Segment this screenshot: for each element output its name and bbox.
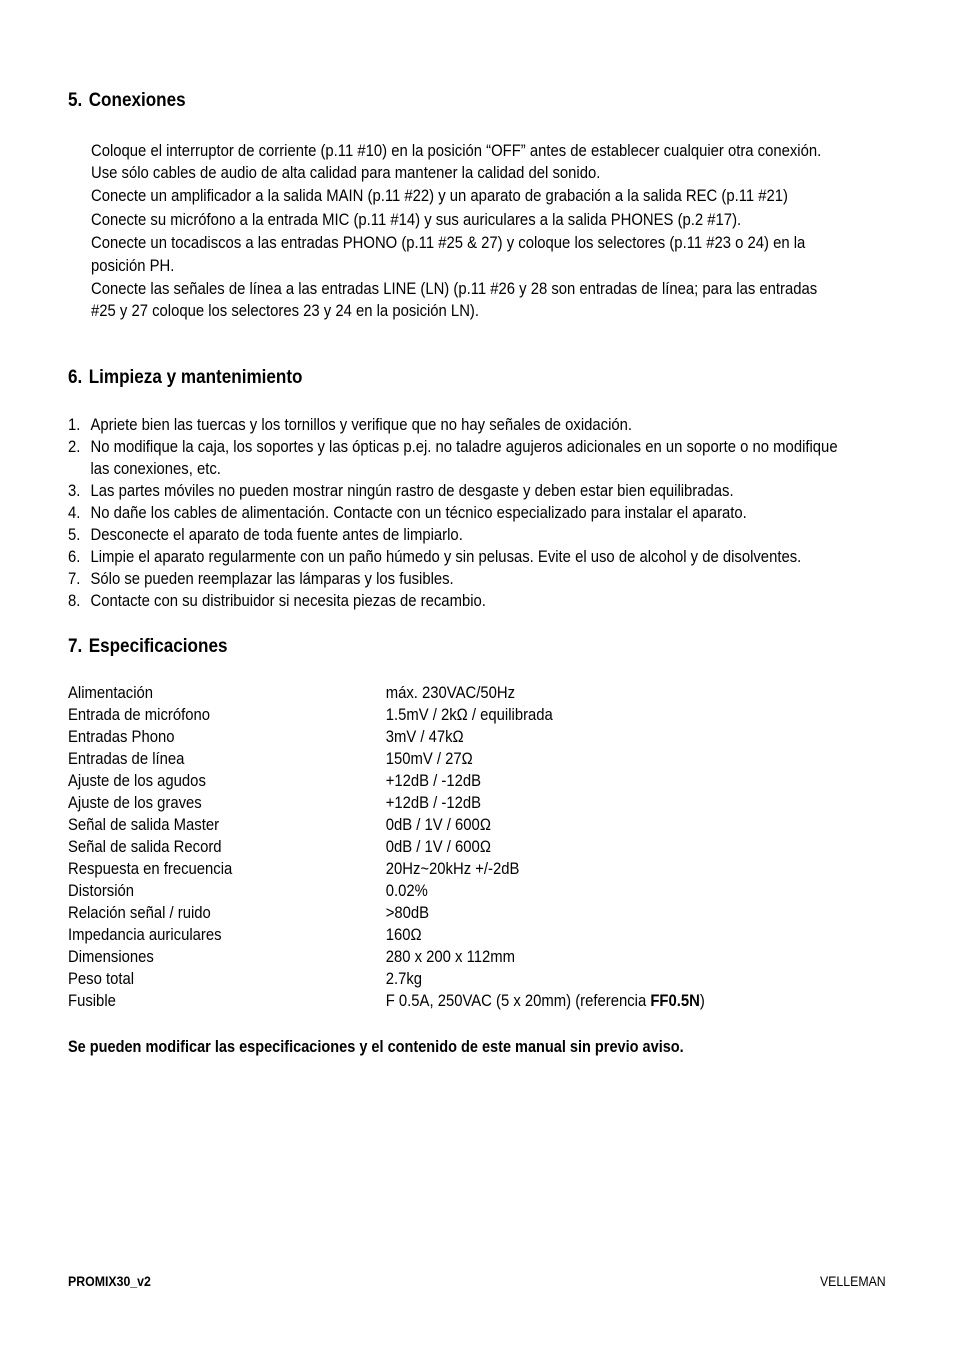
specifications-table xyxy=(68,682,776,1012)
spec-value: 3mV / 47kΩ xyxy=(385,728,464,746)
list-number: 8. xyxy=(68,592,81,610)
spec-label: Distorsión xyxy=(68,882,135,900)
fuse-value-prefix: F 0.5A, 250VAC (5 x 20mm) (referencia xyxy=(385,992,651,1010)
spec-label: Señal de salida Record xyxy=(68,838,222,856)
section-6-heading xyxy=(68,367,302,389)
spec-value: 0.02% xyxy=(385,882,428,900)
list-text: No dañe los cables de alimentación. Contacte con un técnico especializado para instalar el aparato. xyxy=(90,504,747,522)
section-7-heading xyxy=(68,636,227,658)
list-number: 6. xyxy=(68,548,81,566)
spec-label: Respuesta en frecuencia xyxy=(68,860,233,878)
spec-label: Alimentación xyxy=(68,684,154,702)
list-item xyxy=(68,436,838,480)
spec-label: Dimensiones xyxy=(68,948,154,966)
spec-row xyxy=(68,814,705,836)
list-item xyxy=(68,568,838,590)
list-number: 5. xyxy=(68,526,81,544)
section-number: 6. xyxy=(68,367,83,388)
paragraph-line: posición PH. xyxy=(91,257,175,275)
list-text: Las partes móviles no pueden mostrar ningún rastro de desgaste y deben estar bien equilibradas. xyxy=(90,482,734,500)
list-text: No modifique la caja, los soportes y las ópticas p.ej. no taladre agujeros adicionales en un soporte o no modifique xyxy=(90,438,838,456)
fuse-value-suffix: ) xyxy=(699,992,705,1010)
spec-value: 160Ω xyxy=(385,926,422,944)
list-text: Limpie el aparato regularmente con un paño húmedo y sin pelusas. Evite el uso de alcohol y de disolventes. xyxy=(90,548,802,566)
section-5-heading xyxy=(68,90,186,112)
spec-label: Señal de salida Master xyxy=(68,816,220,834)
spec-value: 2.7kg xyxy=(385,970,423,988)
spec-row xyxy=(68,924,705,946)
list-item xyxy=(68,480,838,502)
spec-row xyxy=(68,880,705,902)
list-number: 7. xyxy=(68,570,81,588)
list-item xyxy=(68,502,838,524)
spec-row xyxy=(68,836,705,858)
list-text: Desconecte el aparato de toda fuente antes de limpiarlo. xyxy=(90,526,463,544)
spec-value: 20Hz~20kHz +/-2dB xyxy=(385,860,520,878)
spec-row xyxy=(68,704,705,726)
list-number: 3. xyxy=(68,482,81,500)
footer-model: PROMIX30_v2 xyxy=(68,1273,151,1289)
spec-label: Relación señal / ruido xyxy=(68,904,211,922)
list-text: las conexiones, etc. xyxy=(90,460,221,478)
spec-value: máx. 230VAC/50Hz xyxy=(385,684,516,702)
spec-value xyxy=(386,990,705,1012)
spec-value: +12dB / -12dB xyxy=(385,772,482,790)
list-item xyxy=(68,590,838,612)
spec-label: Entradas Phono xyxy=(68,728,175,746)
list-item xyxy=(68,414,838,436)
section-number: 5. xyxy=(68,90,83,111)
spec-row xyxy=(68,770,705,792)
spec-label: Peso total xyxy=(68,970,135,988)
spec-row xyxy=(68,726,705,748)
paragraph-line: Conecte un amplificador a la salida MAIN (p.11 #22) y un aparato de grabación a la salida REC (p.11 #21) xyxy=(91,187,788,205)
footer-brand: VELLEMAN xyxy=(820,1273,886,1289)
spec-value: +12dB / -12dB xyxy=(385,794,482,812)
spec-row xyxy=(68,946,705,968)
spec-row xyxy=(68,990,705,1012)
section-title: Limpieza y mantenimiento xyxy=(88,367,303,388)
section-title: Conexiones xyxy=(88,90,186,111)
spec-row xyxy=(68,858,705,880)
list-text: Apriete bien las tuercas y los tornillos y verifique que no hay señales de oxidación. xyxy=(90,416,633,434)
spec-label: Entradas de línea xyxy=(68,750,185,768)
spec-label: Impedancia auriculares xyxy=(68,926,222,944)
paragraph-line: Coloque el interruptor de corriente (p.11 #10) en la posición “OFF” antes de establecer cualquier otra conexión. xyxy=(91,142,822,160)
fuse-reference: FF0.5N xyxy=(650,992,700,1010)
paragraph-line: Use sólo cables de audio de alta calidad para mantener la calidad del sonido. xyxy=(91,164,601,182)
spec-row xyxy=(68,748,705,770)
paragraph-line: Conecte su micrófono a la entrada MIC (p.11 #14) y sus auriculares a la salida PHONES (p.2 #17). xyxy=(91,211,742,229)
list-item xyxy=(68,524,838,546)
disclaimer-notice: Se pueden modificar las especificaciones y el contenido de este manual sin previo aviso. xyxy=(68,1038,684,1056)
spec-label: Ajuste de los graves xyxy=(68,794,202,812)
maintenance-list xyxy=(68,414,923,612)
spec-value: 0dB / 1V / 600Ω xyxy=(385,838,491,856)
spec-value: 0dB / 1V / 600Ω xyxy=(385,816,491,834)
spec-row xyxy=(68,682,705,704)
paragraph-line: #25 y 27 coloque los selectores 23 y 24 en la posición LN). xyxy=(91,302,479,320)
list-number: 2. xyxy=(68,438,81,456)
spec-label: Entrada de micrófono xyxy=(68,706,210,724)
spec-value: 280 x 200 x 112mm xyxy=(385,948,516,966)
spec-value: 1.5mV / 2kΩ / equilibrada xyxy=(385,706,553,724)
section-title: Especificaciones xyxy=(88,636,228,657)
list-item xyxy=(68,546,838,568)
section-number: 7. xyxy=(68,636,83,657)
paragraph-line: Conecte las señales de línea a las entradas LINE (LN) (p.11 #26 y 28 son entradas de línea; para las entradas xyxy=(91,280,818,298)
spec-value: >80dB xyxy=(385,904,430,922)
spec-label: Ajuste de los agudos xyxy=(68,772,206,790)
spec-row xyxy=(68,902,705,924)
spec-label: Fusible xyxy=(68,992,116,1010)
spec-value: 150mV / 27Ω xyxy=(385,750,473,768)
list-number: 1. xyxy=(68,416,81,434)
list-text: Sólo se pueden reemplazar las lámparas y los fusibles. xyxy=(90,570,454,588)
paragraph-line: Conecte un tocadiscos a las entradas PHONO (p.11 #25 & 27) y coloque los selectores (p.11 #23 o 24) en la xyxy=(91,234,806,252)
spec-row xyxy=(68,968,705,990)
spec-row xyxy=(68,792,705,814)
list-number: 4. xyxy=(68,504,81,522)
list-text: Contacte con su distribuidor si necesita piezas de recambio. xyxy=(90,592,486,610)
